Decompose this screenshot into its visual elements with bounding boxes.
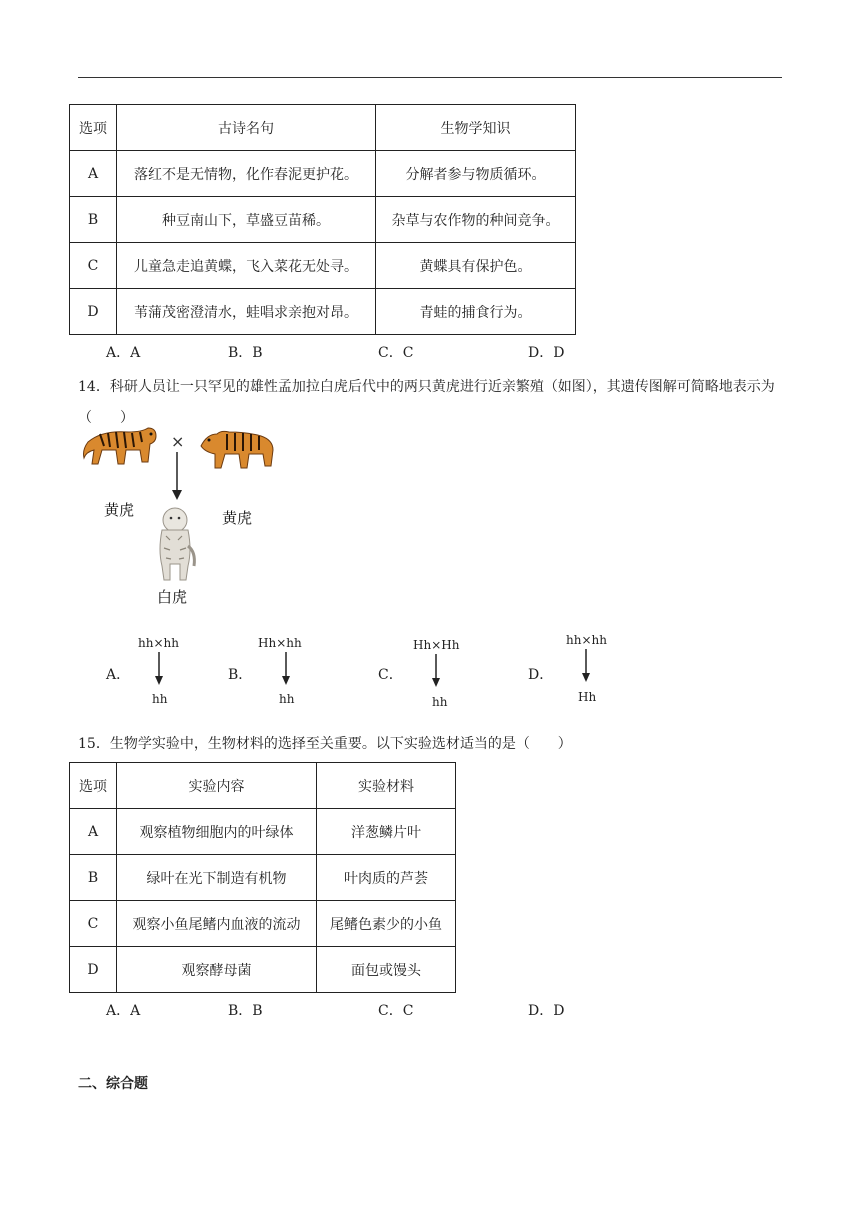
table-cell: 观察植物细胞内的叶绿体 [117,809,317,855]
down-arrow-icon [280,652,292,686]
q14-option-b-parents: Hh×hh [258,636,302,650]
right-tiger-label: 黄虎 [222,509,253,527]
q14-option-a-parents: hh×hh [138,636,179,650]
white-tiger-label: 白虎 [157,588,188,606]
yellow-tiger-image [197,422,277,474]
table-cell: A [70,809,117,855]
table-cell: 观察小鱼尾鳍内血液的流动 [117,901,317,947]
table-header-row [70,105,576,151]
table-cell: 落红不是无情物，化作春泥更护花。 [117,151,376,197]
table-cell: C [70,901,117,947]
table-row [70,809,456,855]
table-header-cell: 选项 [70,105,117,151]
q13-option-b[interactable]: B．B [228,345,263,361]
table-cell: 洋葱鳞片叶 [317,809,456,855]
down-arrow-icon [153,652,165,686]
table-cell: 黄蝶具有保护色。 [376,243,576,289]
table-cell: D [70,947,117,993]
q15-option-b[interactable]: B．B [228,1003,263,1019]
q13-option-a[interactable]: A．A [106,345,141,361]
table-row [70,855,456,901]
table-cell: 分解者参与物质循环。 [376,151,576,197]
header-rule [78,77,782,78]
q14-option-d[interactable]: D． [528,667,554,683]
table-header-cell: 古诗名句 [117,105,376,151]
table-cell: 叶肉质的芦荟 [317,855,456,901]
yellow-tiger-image [82,420,160,472]
table-row [70,197,576,243]
q14-option-b[interactable]: B． [228,667,253,683]
table-cell: D [70,289,117,335]
cross-symbol: × [171,432,185,451]
table-row [70,289,576,335]
table-row [70,901,456,947]
table-row [70,151,576,197]
table-cell: A [70,151,117,197]
table-cell: 杂草与农作物的种间竞争。 [376,197,576,243]
table-header-cell: 生物学知识 [376,105,576,151]
q15-table [69,762,456,993]
table-cell: B [70,855,117,901]
q14-option-b-child: hh [279,692,295,706]
down-arrow-icon [430,654,442,688]
q14-option-d-parents: hh×hh [566,633,607,647]
q14-option-d-child: Hh [578,690,597,704]
table-row [70,947,456,993]
table-cell: 绿叶在光下制造有机物 [117,855,317,901]
q15-option-d[interactable]: D．D [528,1003,565,1019]
q15-stem: 15．生物学实验中，生物材料的选择至关重要。以下实验选材适当的是（ ） [78,736,572,752]
table-row [70,243,576,289]
table-header-cell: 实验内容 [117,763,317,809]
q14-option-a[interactable]: A． [106,667,131,683]
q13-table [69,104,576,335]
table-cell: 青蛙的捕食行为。 [376,289,576,335]
q14-option-c-child: hh [432,695,448,709]
table-cell: B [70,197,117,243]
table-cell: C [70,243,117,289]
table-cell: 种豆南山下，草盛豆苗稀。 [117,197,376,243]
table-header-row [70,763,456,809]
down-arrow-icon [170,452,184,502]
q14-option-a-child: hh [152,692,168,706]
left-tiger-label: 黄虎 [104,501,135,519]
table-cell: 苇蒲茂密澄清水，蛙唱求亲抱对昂。 [117,289,376,335]
q14-option-c[interactable]: C． [378,667,403,683]
table-header-cell: 选项 [70,763,117,809]
q14-option-c-parents: Hh×Hh [413,638,460,652]
q15-option-c[interactable]: C．C [378,1003,414,1019]
table-cell: 面包或馒头 [317,947,456,993]
table-cell: 尾鳍色素少的小鱼 [317,901,456,947]
table-cell: 观察酵母菌 [117,947,317,993]
q13-option-c[interactable]: C．C [378,345,414,361]
q13-option-d[interactable]: D．D [528,345,565,361]
section-heading: 二、综合题 [78,1076,148,1092]
table-header-cell: 实验材料 [317,763,456,809]
q15-option-a[interactable]: A．A [106,1003,141,1019]
white-tiger-image [152,506,198,582]
table-cell: 儿童急走追黄蝶，飞入菜花无处寻。 [117,243,376,289]
q14-stem: 14．科研人员让一只罕见的雄性孟加拉白虎后代中的两只黄虎进行近亲繁殖（如图），其遗传图解可简略地表示为（ ） [78,379,775,426]
down-arrow-icon [580,649,592,683]
